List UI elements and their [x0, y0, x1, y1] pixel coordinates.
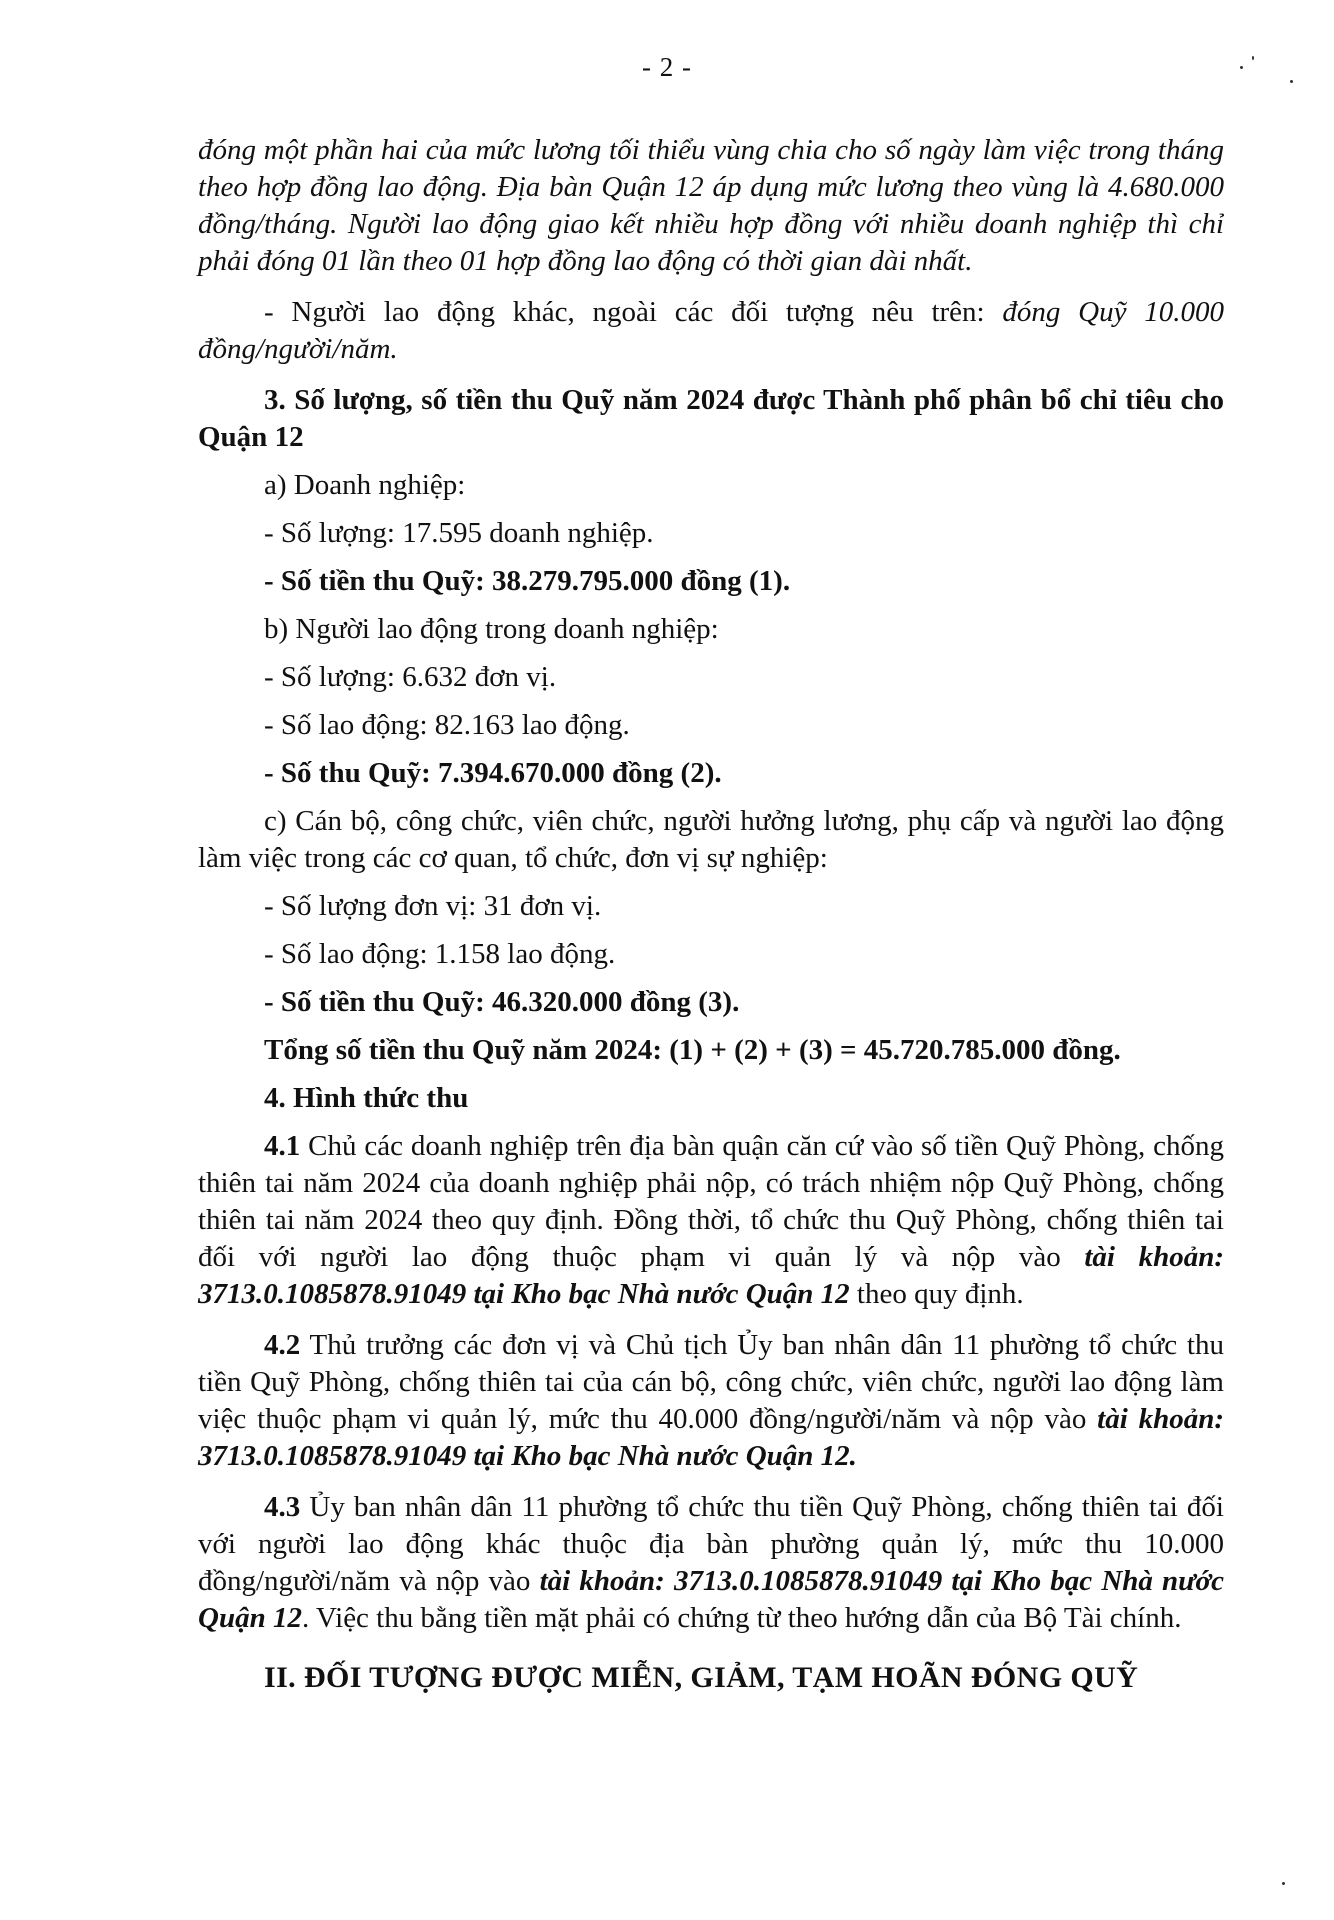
section-4-3-account: tài khoản: 3713.0.1085878.91049 tại Kho bạc Nhà nước Quận 12 — [198, 1565, 1224, 1634]
section-3a-title: a) Doanh nghiệp: — [264, 469, 466, 501]
section-3b-workers: - Số lao động: 82.163 lao động. — [264, 709, 630, 741]
section-4-1-number: 4.1 — [264, 1130, 301, 1162]
section-4-2-paragraph — [198, 1327, 1224, 1475]
section-4-3-end: . Việc thu bằng tiền mặt phải có chứng từ theo hướng dẫn của Bộ Tài chính. — [301, 1602, 1182, 1634]
section-3c-amount: - Số tiền thu Quỹ: 46.320.000 đồng (3). — [264, 986, 740, 1018]
section-4-3-text: Ủy ban nhân dân 11 phường tổ chức thu tiền Quỹ Phòng, chống thiên tai đối với người lao động khác thuộc địa bàn phường quản lý, mức thu 10.000 đồng/người/năm và nộp vào — [198, 1491, 1224, 1597]
scan-speck — [1252, 56, 1254, 60]
section-3b-count: - Số lượng: 6.632 đơn vị. — [264, 661, 557, 693]
page-number: - 2 - — [642, 52, 692, 82]
section-4-1-end: theo quy định. — [849, 1278, 1024, 1310]
section-3c-workers: - Số lao động: 1.158 lao động. — [264, 938, 616, 970]
scan-speck — [1282, 1882, 1285, 1885]
intro-paragraph: đóng một phần hai của mức lương tối thiểu vùng chia cho số ngày làm việc trong tháng theo hợp đồng lao động. Địa bàn Quận 12 áp dụng mức lương theo vùng là 4.680.000 đồng/tháng. Người lao động giao kết nhiều hợp đồng với nhiều doanh nghiệp thì chỉ phải đóng 01 lần theo 01 hợp đồng lao động có thời gian dài nhất. — [198, 134, 1224, 277]
section-4-1-paragraph — [198, 1128, 1224, 1313]
other-workers-paragraph — [198, 294, 1224, 368]
section-3c-count: - Số lượng đơn vị: 31 đơn vị. — [264, 890, 602, 922]
document-body — [198, 132, 1224, 1696]
section-4-2-number: 4.2 — [264, 1329, 301, 1361]
section-II-heading: II. ĐỐI TƯỢNG ĐƯỢC MIỄN, GIẢM, TẠM HOÃN ĐÓNG QUỸ — [264, 1661, 1139, 1694]
section-4-2-account: tài khoản: 3713.0.1085878.91049 tại Kho bạc Nhà nước Quận 12. — [198, 1403, 1225, 1472]
other-workers-text: - Người lao động khác, ngoài các đối tượng nêu trên: — [264, 296, 1003, 328]
section-3-total: Tổng số tiền thu Quỹ năm 2024: (1) + (2) + (3) = 45.720.785.000 đồng. — [264, 1034, 1121, 1066]
other-workers-fee: đóng Quỹ 10.000 đồng/người/năm. — [198, 296, 1224, 365]
section-3a-count: - Số lượng: 17.595 doanh nghiệp. — [264, 517, 654, 549]
section-4-3-paragraph — [198, 1489, 1224, 1637]
section-4-heading: 4. Hình thức thu — [264, 1082, 469, 1114]
section-4-1-account: tài khoản: 3713.0.1085878.91049 tại Kho bạc Nhà nước Quận 12 — [198, 1241, 1225, 1310]
scan-speck — [1240, 66, 1243, 69]
section-4-1-text: Chủ các doanh nghiệp trên địa bàn quận căn cứ vào số tiền Quỹ Phòng, chống thiên tai năm 2024 của doanh nghiệp phải nộp, có trách nhiệm nộp Quỹ Phòng, chống thiên tai năm 2024 theo quy định. Đồng thời, tổ chức thu Quỹ Phòng, chống thiên tai đối với người lao động thuộc phạm vi quản lý và nộp vào — [198, 1130, 1224, 1273]
section-3a-amount: - Số tiền thu Quỹ: 38.279.795.000 đồng (1). — [264, 565, 791, 597]
section-4-3-number: 4.3 — [264, 1491, 301, 1523]
section-3b-title: b) Người lao động trong doanh nghiệp: — [264, 613, 719, 645]
section-3c-title: c) Cán bộ, công chức, viên chức, người hưởng lương, phụ cấp và người lao động làm việc trong các cơ quan, tổ chức, đơn vị sự nghiệp: — [198, 805, 1224, 874]
section-3-heading: 3. Số lượng, số tiền thu Quỹ năm 2024 được Thành phố phân bổ chỉ tiêu cho Quận 12 — [198, 384, 1224, 453]
scan-speck — [1290, 80, 1293, 83]
section-4-2-text: Thủ trưởng các đơn vị và Chủ tịch Ủy ban nhân dân 11 phường tổ chức thu tiền Quỹ Phòng, chống thiên tai của cán bộ, công chức, viên chức, người lao động làm việc thuộc phạm vi quản lý, mức thu 40.000 đồng/người/năm và nộp vào — [198, 1329, 1224, 1435]
section-3b-amount: - Số thu Quỹ: 7.394.670.000 đồng (2). — [264, 757, 722, 789]
